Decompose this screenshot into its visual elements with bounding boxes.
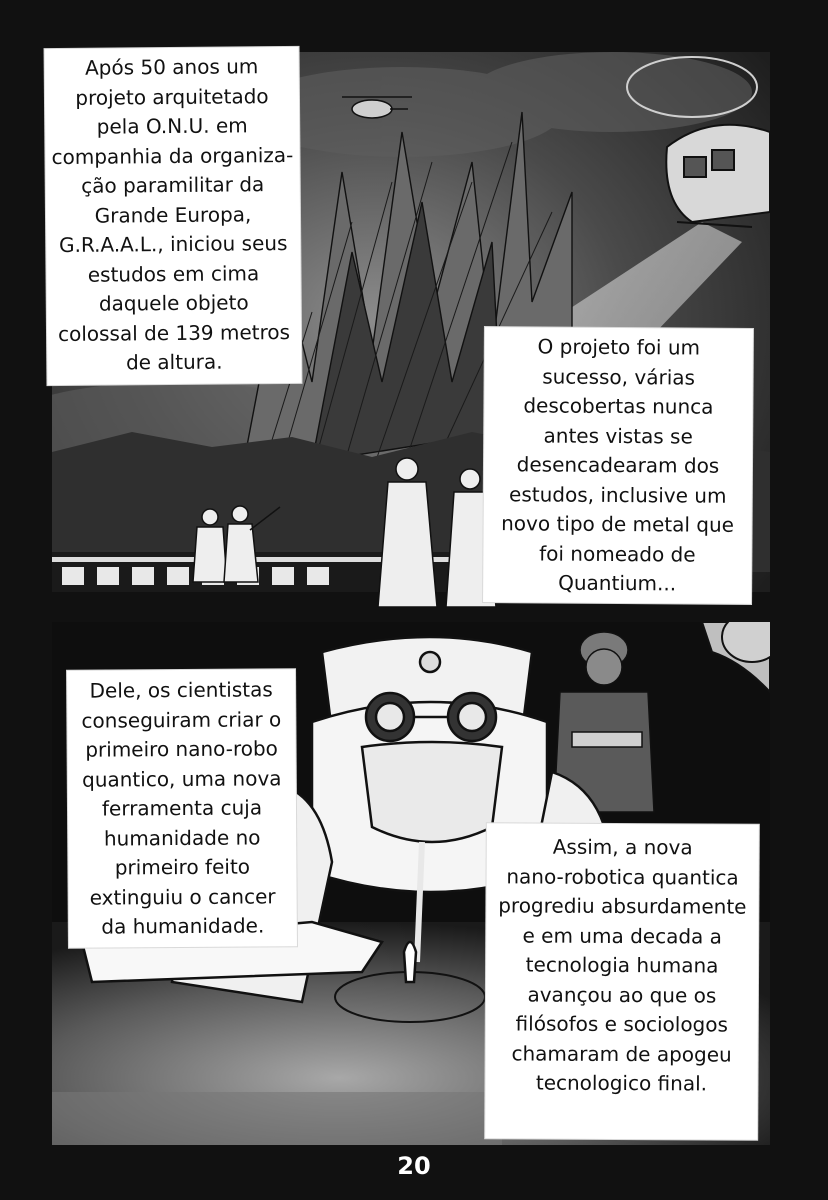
caption-4-line: e em uma decada a [522,922,723,949]
caption-4-line: avançou ao que os [527,982,717,1007]
caption-1-line: G.R.A.A.L., iniciou seus [58,231,288,257]
caption-1-line: pela O.N.U. em [96,113,248,139]
caption-2-line: estudos, inclusive um [509,481,727,508]
caption-2-line: sucesso, várias [542,363,696,390]
caption-1-line: daquele objeto [98,290,249,316]
caption-1 [45,47,302,385]
caption-3-line: primeiro nano-robo [85,736,278,762]
caption-2-line: novo tipo de metal que [501,511,735,537]
caption-1-line: Grande Europa, [94,201,252,228]
caption-4-line: Assim, a nova [552,834,693,860]
caption-3-line: conseguiram criar o [81,706,282,733]
caption-4 [485,823,759,1139]
caption-3-line: quantico, uma nova [81,765,282,792]
caption-4-line: filósofos e sociologos [515,1011,729,1037]
caption-2-line: desencadearam dos [516,452,720,478]
caption-3-line: da humanidade. [101,913,265,939]
caption-3-line: Dele, os cientistas [89,677,273,703]
caption-4-line: progrediu absurdamente [498,893,747,919]
caption-3-line: humanidade no [103,824,261,851]
caption-2-line: O projeto foi um [537,334,701,360]
caption-1-line: Após 50 anos um [84,54,259,80]
caption-4-line: nano-robotica quantica [506,863,739,890]
caption-1-line: ção paramilitar da [81,172,265,198]
caption-2 [483,327,753,603]
caption-2-line: descobertas nunca [523,393,714,419]
page-number: 20 [397,1152,431,1180]
caption-1-line: de altura. [125,349,223,375]
caption-2-line: foi nomeado de [539,540,696,567]
caption-4-line: chamaram de apogeu [511,1040,732,1067]
caption-1-line: colossal de 139 metros [57,319,291,346]
caption-4-line: tecnologico final. [535,1070,708,1096]
caption-2-line: antes vistas se [543,422,693,449]
caption-1-line: projeto arquitetado [75,83,269,110]
caption-1-line: estudos em cima [87,260,260,287]
caption-3 [67,669,297,947]
caption-4-line: tecnologia humana [525,952,719,978]
caption-3-line: primeiro feito [114,854,251,880]
caption-3-line: extinguiu o cancer [89,883,276,910]
lab-table [52,1092,502,1145]
caption-2-line: Quantium... [558,570,677,596]
caption-3-line: ferramenta cuja [101,795,263,821]
caption-1-line: companhia da organiza- [51,142,294,169]
